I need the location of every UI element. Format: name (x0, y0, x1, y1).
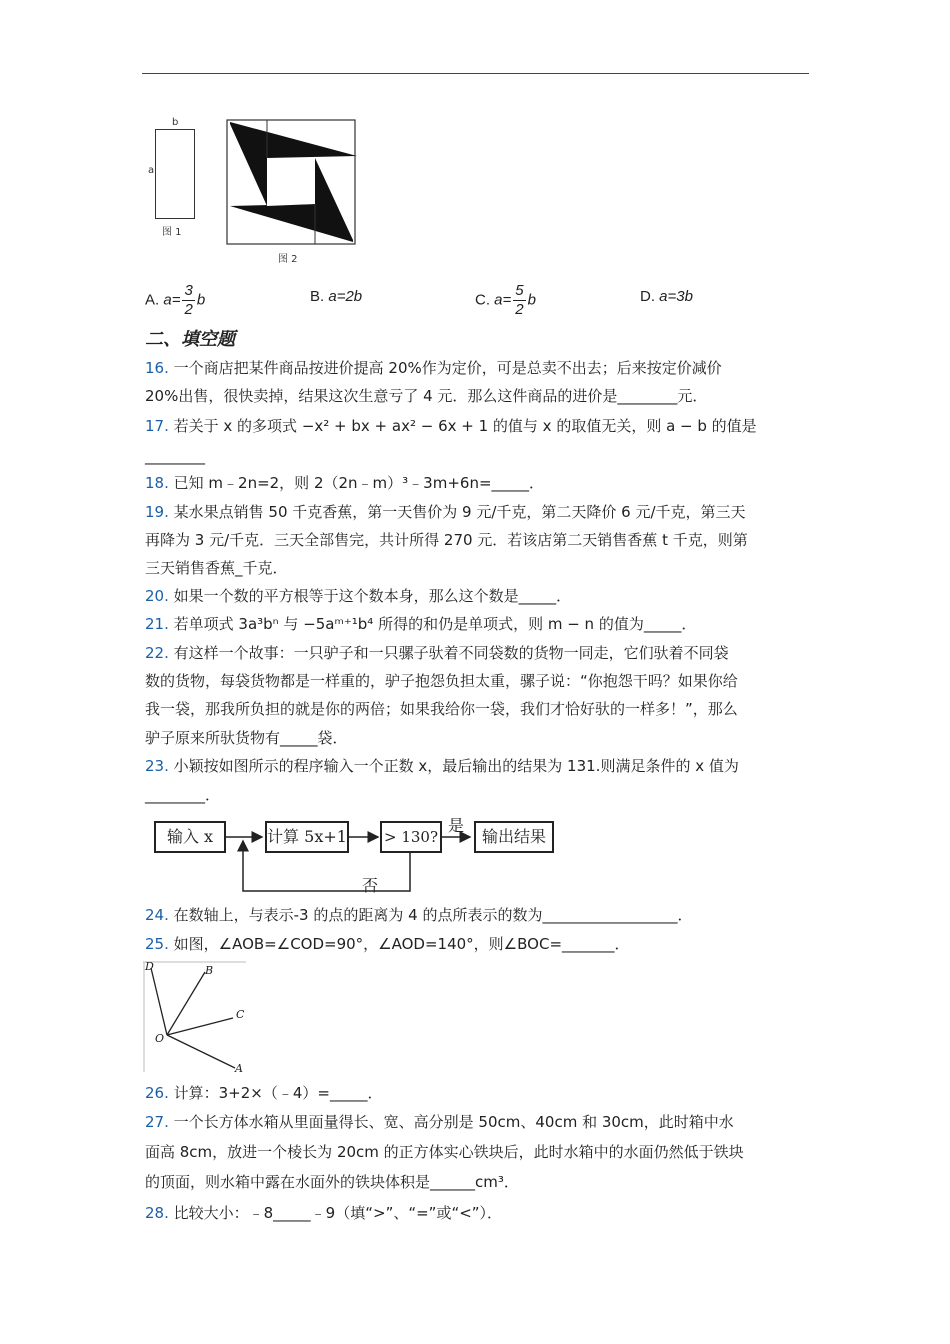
q25-line1 (145, 934, 630, 954)
header-rule (142, 73, 809, 74)
q16-line1 (145, 358, 722, 378)
question-number: 20. (145, 587, 169, 605)
q20-line1 (145, 586, 571, 606)
choice-suffix: b (196, 291, 206, 309)
flow-check-box: > 130? (380, 821, 442, 853)
choice-letter: B. (310, 288, 325, 305)
question-number: 28. (145, 1204, 169, 1222)
q21-line1 (145, 614, 696, 634)
flow-input-box: 输入 x (154, 821, 226, 853)
q22-line1 (145, 643, 729, 663)
question-number: 21. (145, 615, 169, 633)
point-c-label: C (236, 1008, 245, 1021)
question-text: 如图，∠AOB=∠COD=90°，∠AOD=140°，则∠BOC=_______． (173, 935, 630, 953)
q19-line1 (145, 502, 746, 522)
fraction (513, 282, 525, 319)
question-number: 26. (145, 1084, 169, 1102)
flowchart (150, 815, 570, 895)
choice-letter: A. (145, 291, 160, 309)
question-text: 一个长方体水箱从里面量得长、宽、高分别是 50cm、40cm 和 30cm，此时箱中水 (173, 1113, 734, 1131)
question-text: 有这样一个故事：一只驴子和一只骡子驮着不同袋数的货物一同走，它们驮着不同袋 (173, 644, 729, 662)
question-text: 在数轴上，与表示-3 的点的距离为 4 的点所表示的数为__________________． (173, 906, 693, 924)
question-number: 17. (145, 417, 169, 435)
q19-line3: 三天销售香蕉_千克． (145, 559, 288, 577)
question-text: 若单项式 3a³bⁿ 与 −5aᵐ⁺¹b⁴ 所得的和仍是单项式，则 m − n 的值为_____． (173, 615, 697, 633)
fraction (182, 282, 194, 319)
choice-text: a=2b (328, 288, 363, 305)
q23-line2: ________． (145, 786, 221, 804)
point-o-label: O (155, 1032, 165, 1045)
q22-line4: 驴子原来所驮货物有_____袋． (145, 729, 348, 747)
q24-line1 (145, 905, 692, 925)
choice-prefix: a= (163, 291, 181, 309)
question-text: 小颖按如图所示的程序输入一个正数 x，最后输出的结果为 131.则满足条件的 x 值为 (173, 757, 739, 775)
q18-line1 (145, 473, 544, 493)
choice-a[interactable] (145, 282, 205, 319)
choice-c[interactable] (475, 282, 536, 319)
choice-suffix: b (527, 291, 536, 309)
fig1-caption: 图 1 (162, 227, 182, 238)
question-text: 某水果点销售 50 千克香蕉，第一天售价为 9 元/千克，第二天降价 6 元/千克，第三天 (173, 503, 746, 521)
choice-letter: D. (640, 288, 655, 305)
figure-1 (148, 117, 200, 242)
choice-d[interactable] (640, 288, 693, 305)
question-number: 23. (145, 757, 169, 775)
question-text: 如果一个数的平方根等于这个数本身，那么这个数是_____． (173, 587, 572, 605)
question-number: 27. (145, 1113, 169, 1131)
flow-output-box: 输出结果 (474, 821, 554, 853)
flow-no-label: 否 (362, 876, 379, 895)
q26-line1 (145, 1083, 382, 1103)
numerator: 5 (515, 282, 524, 299)
numerator: 3 (184, 282, 193, 299)
choice-text: a=3b (659, 288, 693, 305)
q27-line1 (145, 1112, 734, 1132)
question-text: 计算：3+2×（﹣4）=_____． (173, 1084, 383, 1102)
fig2-caption: 图 2 (278, 254, 298, 265)
question-number: 24. (145, 906, 169, 924)
flow-yes-label: 是 (448, 816, 465, 835)
q22-line2: 数的货物，每袋货物都是一样重的，驴子抱怨负担太重，骡子说：“你抱怨干吗？如果你给 (145, 672, 738, 690)
question-text: 比较大小：﹣8_____﹣9（填“>”、“=”或“<”）． (173, 1204, 503, 1222)
q27-line2: 面高 8cm，放进一个棱长为 20cm 的正方体实心铁块后，此时水箱中的水面仍然低于铁块 (145, 1143, 744, 1161)
fig1-label-a: a (148, 165, 155, 176)
question-number: 19. (145, 503, 169, 521)
figure-2 (225, 118, 357, 268)
section-title: 二、填空题 (145, 329, 235, 350)
question-number: 16. (145, 359, 169, 377)
q28-line1 (145, 1203, 502, 1223)
point-a-label: A (235, 1062, 243, 1075)
question-text: 若关于 x 的多项式 −x² + bx + ax² − 6x + 1 的值与 x 的取值无关，则 a − b 的值是 (173, 417, 757, 435)
fig1-label-b: b (172, 117, 179, 128)
flow-compute-box: 计算 5x+1 (265, 821, 349, 853)
denominator: 2 (184, 301, 193, 318)
question-number: 22. (145, 644, 169, 662)
q27-line3: 的顶面，则水箱中露在水面外的铁块体积是______cm³． (145, 1173, 519, 1191)
question-text: 一个商店把某件商品按进价提高 20%作为定价，可是总卖不出去；后来按定价减价 (173, 359, 722, 377)
question-number: 18. (145, 474, 169, 492)
denominator: 2 (515, 301, 524, 318)
angle-figure (143, 960, 248, 1075)
q17-line2: ________ (145, 447, 205, 465)
point-b-label: B (205, 964, 214, 977)
choice-letter: C. (475, 291, 490, 309)
point-d-label: D (145, 960, 154, 973)
choice-prefix: a= (494, 291, 512, 309)
q16-line2: 20%出售，很快卖掉，结果这次生意亏了 4 元．那么这件商品的进价是________元． (145, 387, 708, 405)
angle-rays (143, 960, 248, 1075)
pinwheel-diagram (225, 118, 357, 246)
q22-line3: 我一袋，那我所负担的就是你的两倍；如果我给你一袋，我们才恰好驮的一样多！”，那么 (145, 700, 738, 718)
q23-line1 (145, 756, 739, 776)
q17-line1 (145, 416, 757, 436)
choice-b[interactable] (310, 288, 362, 305)
question-text: 已知 m﹣2n=2，则 2（2n﹣m）³﹣3m+6n=_____． (173, 474, 545, 492)
question-number: 25. (145, 935, 169, 953)
q19-line2: 再降为 3 元/千克．三天全部售完，共计所得 270 元．若该店第二天销售香蕉 t 千克，则第 (145, 531, 748, 549)
